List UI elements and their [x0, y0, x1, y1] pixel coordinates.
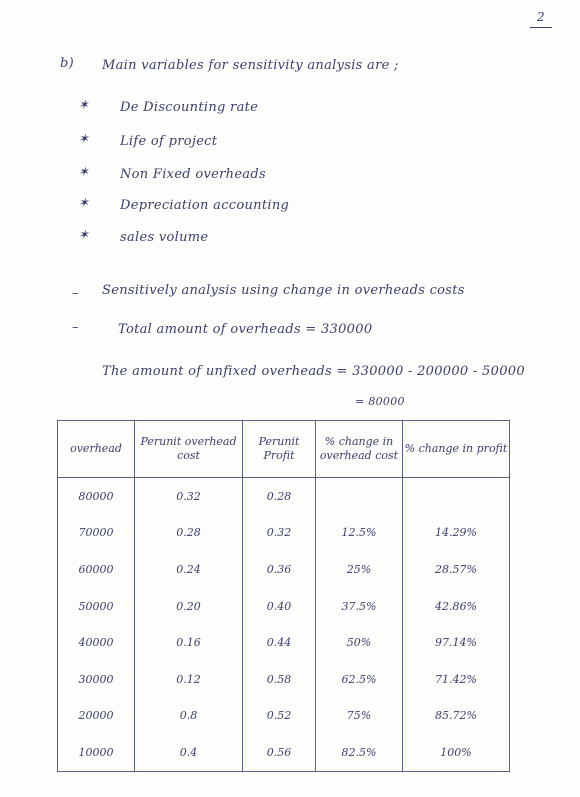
- table-cell: 0.28: [243, 478, 316, 515]
- table-cell: 100%: [403, 734, 510, 771]
- column-header: Perunit overhead cost: [135, 421, 243, 478]
- table-cell: 70000: [58, 515, 135, 552]
- table-header-row: [58, 421, 510, 478]
- table-cell: 75%: [316, 698, 403, 735]
- calculation-line: The amount of unfixed overheads = 330000 - 200000 - 50000: [102, 364, 525, 379]
- table-cell: 37.5%: [316, 588, 403, 625]
- table-cell: [403, 478, 510, 515]
- table-cell: 0.36: [243, 551, 316, 588]
- table-cell: 0.52: [243, 698, 316, 735]
- table-cell: 25%: [316, 551, 403, 588]
- table-cell: 62.5%: [316, 661, 403, 698]
- table-row: [58, 624, 510, 661]
- table-cell: 28.57%: [403, 551, 510, 588]
- calculation-result: = 80000: [355, 395, 405, 408]
- variable-item: Life of project: [120, 134, 218, 149]
- table-row: [58, 734, 510, 771]
- table-cell: 97.14%: [403, 624, 510, 661]
- table-row: [58, 588, 510, 625]
- table-cell: 0.32: [243, 515, 316, 552]
- table-cell: 10000: [58, 734, 135, 771]
- bullet-icon: ✶: [78, 98, 90, 113]
- variable-item: Non Fixed overheads: [120, 167, 266, 182]
- table-cell: 0.40: [243, 588, 316, 625]
- table-cell: 80000: [58, 478, 135, 515]
- table-row: [58, 698, 510, 735]
- table-cell: 0.44: [243, 624, 316, 661]
- section-label: b): [60, 56, 74, 71]
- table-cell: [316, 478, 403, 515]
- table-cell: 0.4: [135, 734, 243, 771]
- table-cell: 30000: [58, 661, 135, 698]
- statement-line: Total amount of overheads = 330000: [118, 322, 373, 337]
- table-row: [58, 551, 510, 588]
- table-cell: 82.5%: [316, 734, 403, 771]
- table-cell: 50000: [58, 588, 135, 625]
- table-cell: 0.56: [243, 734, 316, 771]
- table-cell: 0.12: [135, 661, 243, 698]
- dash-icon: –: [72, 320, 79, 335]
- bullet-icon: ✶: [78, 196, 90, 211]
- statement-line: Sensitively analysis using change in overheads costs: [102, 283, 465, 298]
- bullet-icon: ✶: [78, 228, 90, 243]
- variable-item: Depreciation accounting: [120, 198, 290, 213]
- bullet-icon: ✶: [78, 132, 90, 147]
- table-cell: 0.28: [135, 515, 243, 552]
- table-cell: 14.29%: [403, 515, 510, 552]
- table-cell: 0.8: [135, 698, 243, 735]
- table-cell: 71.42%: [403, 661, 510, 698]
- table-row: [58, 661, 510, 698]
- section-heading: Main variables for sensitivity analysis are ;: [102, 58, 399, 73]
- table-cell: 0.58: [243, 661, 316, 698]
- table-cell: 0.24: [135, 551, 243, 588]
- table-cell: 50%: [316, 624, 403, 661]
- column-header: % change in overhead cost: [316, 421, 403, 478]
- page-number-underline: [530, 27, 552, 28]
- table-cell: 60000: [58, 551, 135, 588]
- variable-item: sales volume: [120, 230, 209, 245]
- column-header: % change in profit: [403, 421, 510, 478]
- table-row: [58, 478, 510, 515]
- table-cell: 12.5%: [316, 515, 403, 552]
- table-cell: 0.32: [135, 478, 243, 515]
- table-cell: 0.16: [135, 624, 243, 661]
- table-row: [58, 515, 510, 552]
- variable-item: De Discounting rate: [120, 100, 259, 115]
- bullet-icon: ✶: [78, 165, 90, 180]
- page-number: 2: [537, 10, 545, 24]
- column-header: Perunit Profit: [243, 421, 316, 478]
- dash-icon: –: [72, 286, 79, 301]
- table-cell: 85.72%: [403, 698, 510, 735]
- table-cell: 0.20: [135, 588, 243, 625]
- overhead-sensitivity-table: [57, 420, 510, 772]
- table-cell: 42.86%: [403, 588, 510, 625]
- table-cell: 40000: [58, 624, 135, 661]
- table-cell: 20000: [58, 698, 135, 735]
- column-header: overhead: [58, 421, 135, 478]
